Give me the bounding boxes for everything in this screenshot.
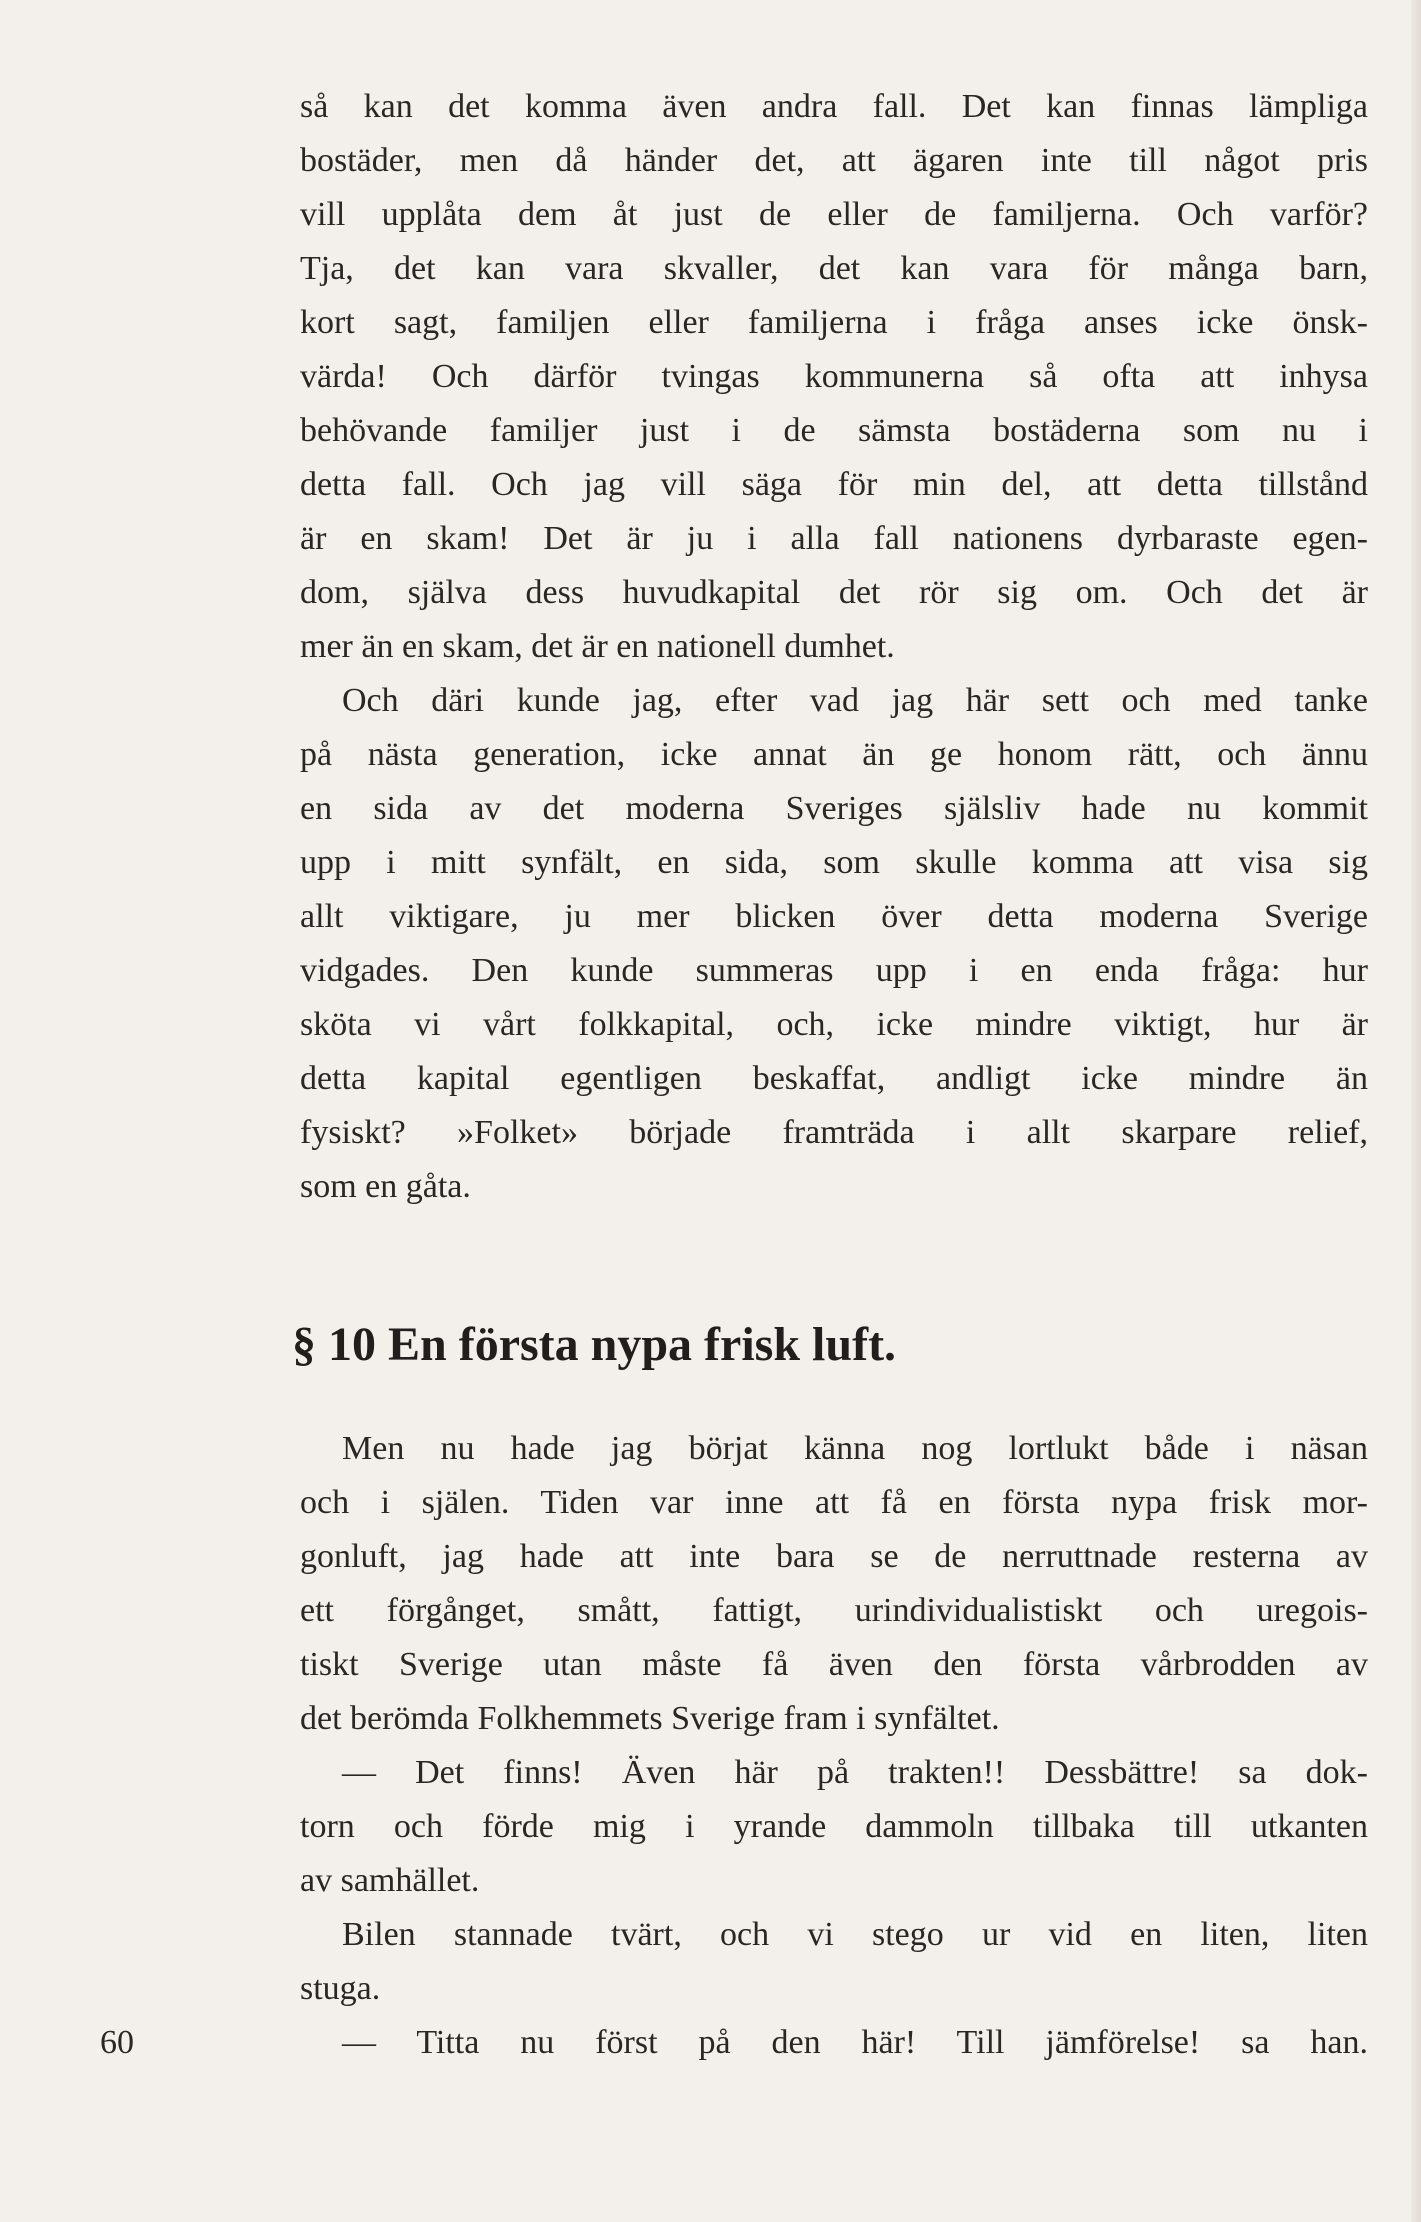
section-heading: § 10 En första nypa frisk luft. bbox=[292, 1318, 897, 1371]
text-line: på nästa generation, icke annat än ge honom rätt, och ännu bbox=[300, 736, 1368, 773]
text-line: Men nu hade jag börjat känna nog lortlukt både i näsan bbox=[342, 1430, 1368, 1467]
text-line: ett förgånget, smått, fattigt, urindividualistiskt och uregois- bbox=[300, 1592, 1368, 1629]
text-line: detta kapital egentligen beskaffat, andligt icke mindre än bbox=[300, 1060, 1368, 1097]
paragraph-5 bbox=[300, 1908, 1368, 2016]
page-edge bbox=[1411, 0, 1421, 2222]
text-line: Och däri kunde jag, efter vad jag här sett och med tanke bbox=[342, 682, 1368, 719]
text-line: Bilen stannade tvärt, och vi stego ur vid en liten, liten bbox=[342, 1916, 1368, 1953]
text-line: av samhället. bbox=[300, 1862, 480, 1899]
text-line: gonluft, jag hade att inte bara se de nerruttnade resterna av bbox=[300, 1538, 1368, 1575]
text-line: upp i mitt synfält, en sida, som skulle komma att visa sig bbox=[300, 844, 1368, 881]
paragraph-2 bbox=[300, 674, 1368, 1214]
text-line: är en skam! Det är ju i alla fall nationens dyrbaraste egen- bbox=[300, 520, 1368, 557]
text-line: och i själen. Tiden var inne att få en första nypa frisk mor- bbox=[300, 1484, 1368, 1521]
text-line: Tja, det kan vara skvaller, det kan vara för många barn, bbox=[300, 250, 1368, 287]
text-line: tiskt Sverige utan måste få även den första vårbrodden av bbox=[300, 1646, 1368, 1683]
text-line: vidgades. Den kunde summeras upp i en enda fråga: hur bbox=[300, 952, 1368, 989]
text-line: behövande familjer just i de sämsta bostäderna som nu i bbox=[300, 412, 1368, 449]
text-line: stuga. bbox=[300, 1970, 381, 2007]
paragraph-4 bbox=[300, 1746, 1368, 1908]
text-line: sköta vi vårt folkkapital, och, icke mindre viktigt, hur är bbox=[300, 1006, 1368, 1043]
text-line: som en gåta. bbox=[300, 1168, 471, 1205]
text-line: — Det finns! Även här på trakten!! Dessbättre! sa dok- bbox=[342, 1754, 1368, 1791]
text-line: kort sagt, familjen eller familjerna i fråga anses icke önsk- bbox=[300, 304, 1368, 341]
text-line: en sida av det moderna Sveriges själsliv hade nu kommit bbox=[300, 790, 1368, 827]
text-line: fysiskt? »Folket» började framträda i allt skarpare relief, bbox=[300, 1114, 1368, 1151]
text-line: dom, själva dess huvudkapital det rör sig om. Och det är bbox=[300, 574, 1368, 611]
paragraph-3 bbox=[300, 1422, 1368, 1746]
text-line: — Titta nu först på den här! Till jämförelse! sa han. bbox=[342, 2024, 1368, 2061]
text-line: bostäder, men då händer det, att ägaren inte till något pris bbox=[300, 142, 1368, 179]
page-number: 60 bbox=[100, 2024, 134, 2061]
text-line: torn och förde mig i yrande dammoln tillbaka till utkanten bbox=[300, 1808, 1368, 1845]
text-line: allt viktigare, ju mer blicken över detta moderna Sverige bbox=[300, 898, 1368, 935]
text-line: vill upplåta dem åt just de eller de familjerna. Och varför? bbox=[300, 196, 1368, 233]
text-line: det berömda Folkhemmets Sverige fram i synfältet. bbox=[300, 1700, 1000, 1737]
text-line: värda! Och därför tvingas kommunerna så ofta att inhysa bbox=[300, 358, 1368, 395]
text-line: så kan det komma även andra fall. Det kan finnas lämpliga bbox=[300, 88, 1368, 125]
text-line: mer än en skam, det är en nationell dumhet. bbox=[300, 628, 895, 665]
paragraph-6 bbox=[300, 2016, 1368, 2070]
paragraph-1 bbox=[300, 80, 1368, 674]
text-line: detta fall. Och jag vill säga för min del, att detta tillstånd bbox=[300, 466, 1368, 503]
